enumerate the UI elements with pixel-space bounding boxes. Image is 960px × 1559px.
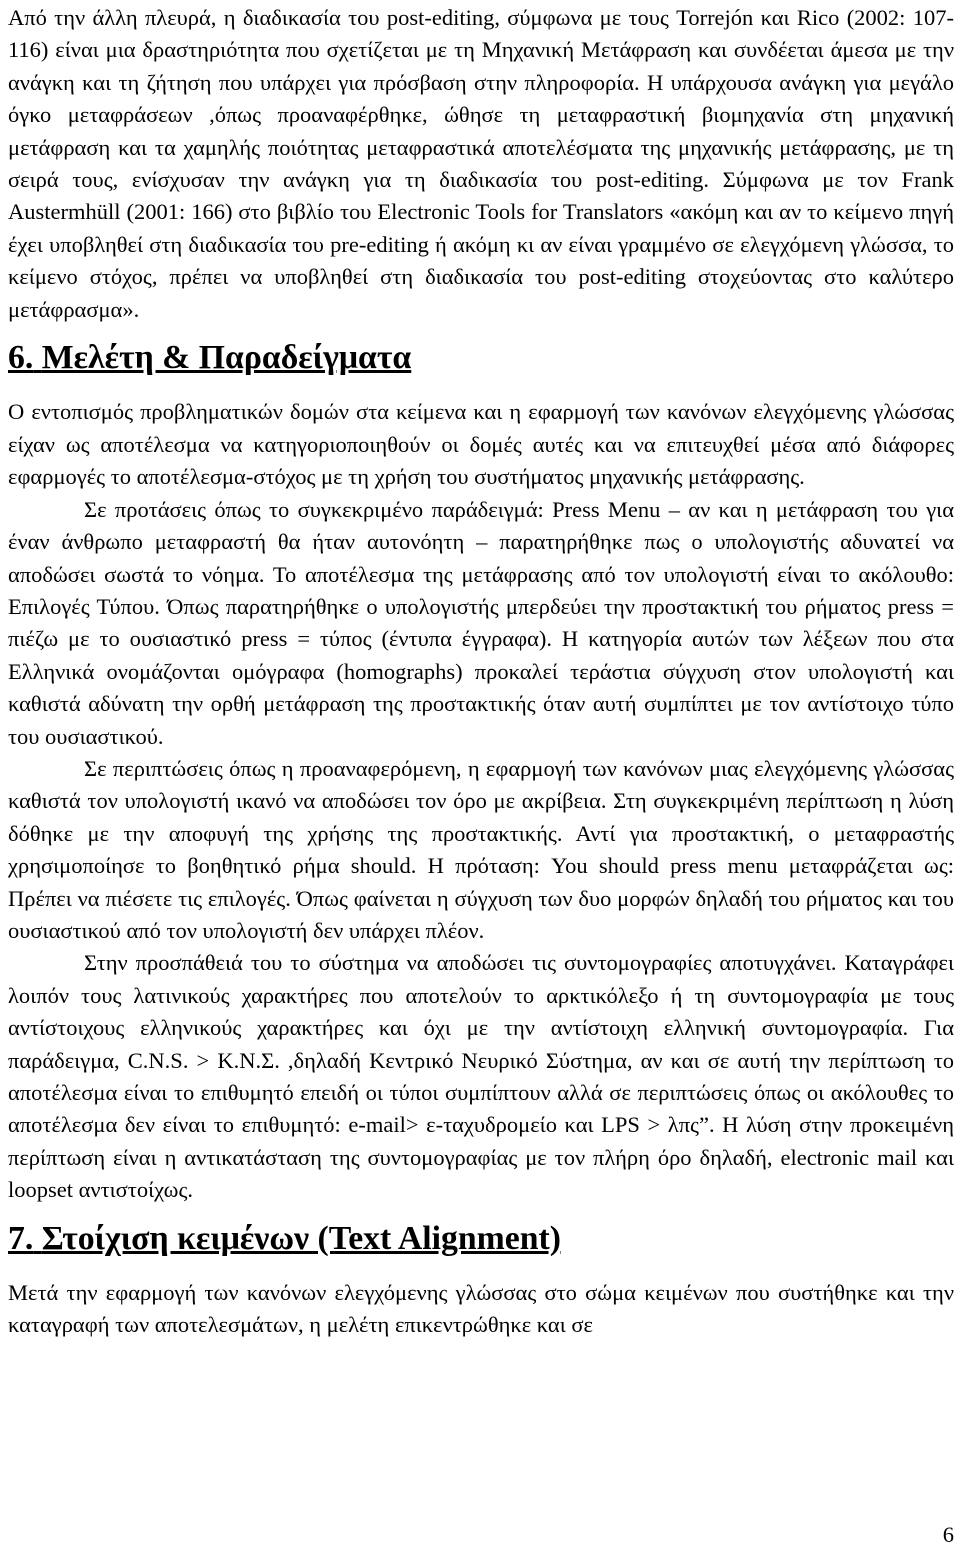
section-heading-6 — [8, 339, 954, 377]
section-title: Μελέτη & Παραδείγματα — [41, 339, 412, 377]
section-heading-7 — [8, 1219, 954, 1257]
section-number: 6. — [8, 339, 34, 377]
section-number: 7. — [8, 1219, 34, 1257]
paragraph-alignment: Μετά την εφαρμογή των κανόνων ελεγχόμενης γλώσσας στο σώμα κειμένων που συστήθηκε και την καταγραφή των αποτελεσμάτων, η μελέτη επικεντρώθηκε και σε — [8, 1280, 954, 1338]
paragraph-abbreviations: Στην προσπάθειά του το σύστημα να αποδώσει τις συντομογραφίες αποτυγχάνει. Καταγράφει λοιπόν τους λατινικούς χαρακτήρες που αποτελούν το αρκτικόλεξο ή τη συντομογραφία με τους αντίστοιχους ελληνικούς χαρακτήρες και όχι με την αντίστοιχη ελληνική συντομογραφία. Για παράδειγμα, C.N.S. > K.N.Σ. ,δηλαδή Κεντρικό Νευρικό Σύστημα, αν και σε αυτή την περίπτωση το αποτέλεσμα είναι το επιθυμητό επειδή οι τύποι συμπίπτουν αλλά σε περιπτώσεις όπως οι ακόλουθες το αποτέλεσμα δεν είναι το επιθυμητό: e-mail> ε-ταχυδρομείο και LPS > λπς”. Η λύση στην προκειμένη περίπτωση είναι η αντικατάσταση της συντομογραφίας με τον πλήρη όρο δηλαδή, electronic mail και loopset αντιστοίχως. — [8, 950, 954, 1203]
paragraph-press-menu: Σε προτάσεις όπως το συγκεκριμένο παράδειγμά: Press Menu – αν και η μετάφραση του για έναν άνθρωπο μεταφραστή θα ήταν αυτονόητη – παρατηρήθηκε πως ο υπολογιστής αδυνατεί να αποδώσει σωστά το νόημα. Το αποτέλεσμα της μετάφρασης από τον υπολογιστή είναι το ακόλουθο: Επιλογές Τύπου. Όπως παρατηρήθηκε ο υπολογιστής μπερδεύει την προστακτική του ρήματος press = πιέζω με το ουσιαστικό press = τύπος (έντυπα έγγραφα). Η κατηγορία αυτών των λέξεων που στα Ελληνικά ονομάζονται ομόγραφα (homographs) προκαλεί τεράστια σύγχυση στον υπολογιστή και καθιστά αδύνατη την ορθή μετάφραση της προστακτικής όταν αυτή συμπίπτει με τον αντίστοιχο τύπο του ουσιαστικού. — [8, 496, 954, 749]
section-title: Στοίχιση κειμένων (Text Alignment) — [41, 1219, 561, 1257]
paragraph-should: Σε περιπτώσεις όπως η προαναφερόμενη, η εφαρμογή των κανόνων μιας ελεγχόμενης γλώσσας καθιστά τον υπολογιστή ικανό να αποδώσει τον όρο με ακρίβεια. Στη συγκεκριμένη περίπτωση η λύση δόθηκε με την αποφυγή της χρήσης της προστακτικής. Αντί για προστακτική, ο μεταφραστής χρησιμοποίησε το βοηθητικό ρήμα should. Η πρόταση: You should press menu μεταφράζεται ως: Πρέπει να πιέσετε τις επιλογές. Όπως φαίνεται η σύγχυση των δυο μορφών δηλαδή του ρήματος και του ουσιαστικού από τον υπολογιστή δεν υπάρχει πλέον. — [8, 755, 954, 943]
paragraph-post-editing: Από την άλλη πλευρά, η διαδικασία του post-editing, σύμφωνα με τους Torrejón και Rico (2002: 107-116) είναι μια δραστηριότητα που σχετίζεται με τη Μηχανική Μετάφραση και συνδέεται άμεσα με την ανάγκη και τη ζήτηση που υπάρχει για πρόσβαση στην πληροφορία. Η υπάρχουσα ανάγκη για μεγάλο όγκο μεταφράσεων ,όπως προαναφέρθηκε, ώθησε τη μεταφραστική βιομηχανία στη μηχανική μετάφραση και τα χαμηλής ποιότητας μεταφραστικά αποτελέσματα της μηχανικής μετάφρασης, με τη σειρά τους, ενίσχυσαν την ανάγκη για τη διαδικασία του post-editing. Σύμφωνα με τον Frank Austermhüll (2001: 166) στο βιβλίο του Electronic Tools for Translators «ακόμη και αν το κείμενο πηγή έχει υποβληθεί στη διαδικασία του pre-editing ή ακόμη κι αν είναι γραμμένο σε ελεγχόμενη γλώσσα, το κείμενο στόχος, πρέπει να υποβληθεί στη διαδικασία του post-editing στοχεύοντας στο καλύτερο μετάφρασμα». — [8, 5, 954, 322]
paragraph-intro: Ο εντοπισμός προβληματικών δομών στα κείμενα και η εφαρμογή των κανόνων ελεγχόμενης γλώσσας είχαν ως αποτέλεσμα να κατηγοριοποιηθούν οι δομές αυτές και να επιτευχθεί μέσα από διάφορες εφαρμογές το αποτέλεσμα-στόχος με τη χρήση του συστήματος μηχανικής μετάφρασης. — [8, 399, 954, 490]
page-number: 6 — [942, 1522, 954, 1547]
